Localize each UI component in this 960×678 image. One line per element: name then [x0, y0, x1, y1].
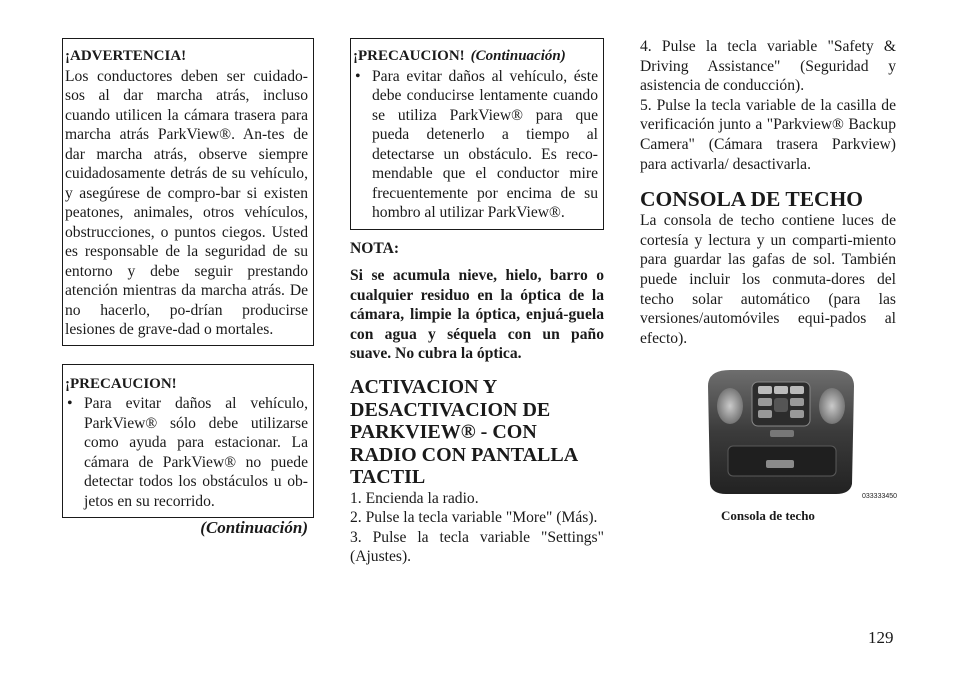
nota-text: Si se acumula nieve, hielo, barro o cualquier residuo en la óptica de la cámara, limpie la óptica, enjuá-guela con agua y séquela con un paño suave. No cubra la óptica. — [350, 267, 604, 363]
caution-title: ¡PRECAUCION! — [353, 48, 465, 64]
caution-cont-label: (Continuación) — [470, 48, 566, 64]
step-3: 3. Pulse la tecla variable "Settings" (Ajustes). — [350, 528, 604, 566]
step-1: 1. Encienda la radio. — [350, 489, 479, 507]
caution-bullet: • Para evitar daños al vehículo, ParkView® sólo debe utilizarse como ayuda para estacionar. La cámara de ParkView® no puede detectar todos los obstáculos u ob-jetos en su recorrido. — [65, 394, 308, 511]
nota-label: NOTA: — [350, 239, 400, 257]
overhead-console-illustration — [686, 364, 898, 502]
warning-box — [62, 38, 314, 346]
image-caption: Consola de techo — [721, 508, 815, 524]
column-middle — [350, 38, 604, 567]
continued-label: (Continuación) — [200, 518, 308, 537]
caution-bullet: • Para evitar daños al vehículo, éste debe conducirse lentamente cuando se utiliza ParkView® para que pueda detenerlo a tiempo al detectarse un obstáculo. Es reco-mendable que el conductor mire frecuentemente por encima de su hombro al utilizar ParkView®. — [353, 67, 598, 223]
caution-continued-box — [350, 38, 604, 230]
caution-cont-title — [353, 47, 598, 67]
caution-box — [62, 364, 314, 519]
column-left — [62, 38, 314, 538]
section-heading-consola: CONSOLA DE TECHO — [640, 187, 864, 212]
image-code: 033333450 — [862, 493, 898, 501]
overhead-console-image — [686, 364, 898, 502]
consola-body: La consola de techo contiene luces de cortesía y lectura y un comparti-miento para guardar las gafas de sol. También puede incluir los conmuta-dores del techo solar automático (para las versiones/automóviles equi-pados al efecto). — [640, 212, 896, 347]
caution-title: ¡PRECAUCION! — [65, 375, 177, 392]
page-number: 129 — [868, 628, 894, 647]
section-heading-parkview: ACTIVACION Y DESACTIVACION DE PARKVIEW® - CON RADIO CON PANTALLA TACTIL — [350, 376, 578, 489]
column-right — [640, 37, 896, 524]
warning-text: Los conductores deben ser cuidado-sos al dar marcha atrás, incluso cuando utilicen la cámara trasera para marcha atrás ParkView®. An-tes de dar marcha atrás, observe siempre cuidadosamente detrás de su vehículo, y asegúrese de compro-bar si existen peatones, animales, otros vehículos, obstrucciones, o puntos ciegos. Usted es responsable de la seguridad de su entorno y debe seguir prestando atención mientras da marcha atrás. De no hacerlo, po-drían producirse lesiones de grave-dad o mortales. — [65, 67, 308, 338]
step-4: 4. Pulse la tecla variable "Safety & Driving Assistance" (Seguridad y asistencia de conducción). — [640, 38, 896, 95]
step-2: 2. Pulse la tecla variable "More" (Más). — [350, 509, 598, 527]
step-5: 5. Pulse la tecla variable de la casilla de verificación junto a "Parkview® Backup Camera" (Cámara trasera Parkview) para activarla/ desactivarla. — [640, 96, 896, 173]
warning-title: ¡ADVERTENCIA! — [65, 48, 187, 64]
